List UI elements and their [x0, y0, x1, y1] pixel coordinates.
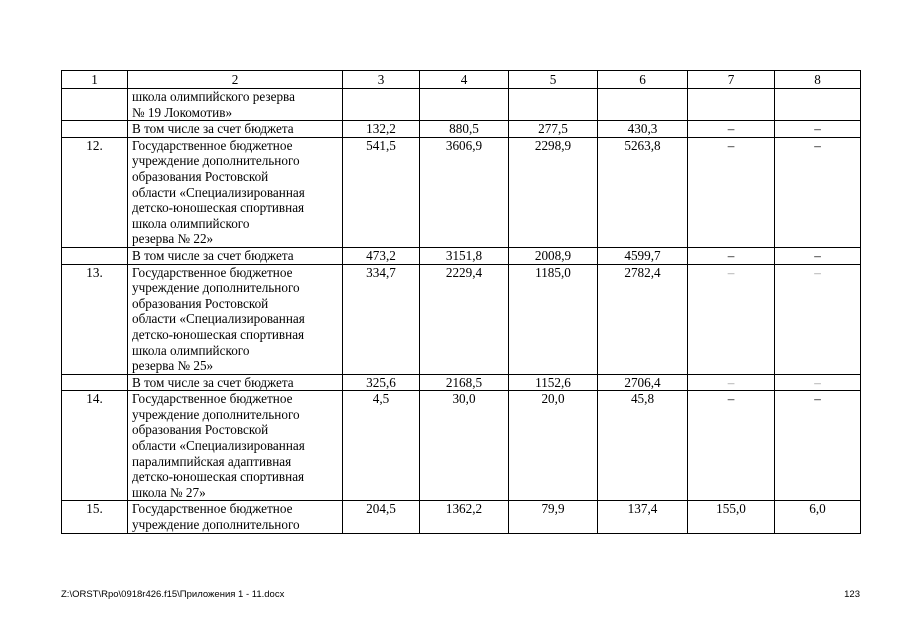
institution-name-line: резерва № 22»	[132, 231, 214, 247]
institution-name-cell	[128, 247, 343, 264]
institution-name-line: резерва № 25»	[132, 358, 214, 374]
header-cell: 7	[688, 71, 775, 89]
value-cell: –	[688, 374, 775, 391]
header-row	[62, 71, 861, 89]
value-cell	[688, 89, 775, 121]
value-cell: 2706,4	[598, 374, 688, 391]
institution-name-line: учреждение дополнительного	[132, 153, 300, 169]
institution-name-cell	[128, 89, 343, 121]
institution-name-line: учреждение дополнительного	[132, 517, 300, 533]
value-cell: –	[688, 137, 775, 247]
value-cell: 79,9	[509, 501, 598, 533]
row-number-cell	[62, 121, 128, 138]
header-cell: 8	[775, 71, 861, 89]
value-cell: 2298,9	[509, 137, 598, 247]
institution-name-line: Государственное бюджетное	[132, 264, 293, 280]
institution-name-line: детско-юношеская спортивная	[132, 200, 305, 216]
value-cell: –	[688, 391, 775, 501]
institution-name-line: детско-юношеская спортивная	[132, 469, 305, 485]
value-cell: 473,2	[343, 247, 420, 264]
value-cell: –	[775, 121, 861, 138]
value-cell: 3606,9	[420, 137, 509, 247]
value-cell: 277,5	[509, 121, 598, 138]
institution-name-line: Государственное бюджетное	[132, 137, 293, 153]
row-number-cell	[62, 89, 128, 121]
header-cell: 5	[509, 71, 598, 89]
row-number-cell: 12.	[62, 137, 128, 247]
value-cell: –	[775, 264, 861, 374]
value-cell: 20,0	[509, 391, 598, 501]
institution-name-line: образования Ростовской	[132, 295, 269, 311]
value-cell: 1152,6	[509, 374, 598, 391]
institution-name-line: учреждение дополнительного	[132, 406, 300, 422]
value-cell	[598, 89, 688, 121]
value-cell: 3151,8	[420, 247, 509, 264]
value-cell: 541,5	[343, 137, 420, 247]
value-cell: –	[688, 121, 775, 138]
appendix-table	[61, 70, 861, 534]
value-cell: 334,7	[343, 264, 420, 374]
institution-name-line: В том числе за счет бюджета	[132, 121, 294, 137]
institution-name-cell	[128, 391, 343, 501]
footer-page-number: 123	[844, 589, 860, 600]
value-cell: –	[688, 247, 775, 264]
value-cell: 325,6	[343, 374, 420, 391]
footer-file-path: Z:\ORST\Rpo\0918r426.f15\Приложения 1 - 11.docx	[61, 589, 285, 600]
value-cell: 4599,7	[598, 247, 688, 264]
institution-name-line: области «Специализированная	[132, 438, 305, 454]
institution-name-line: паралимпийская адаптивная	[132, 453, 292, 469]
table-row	[62, 374, 861, 391]
value-cell: 2168,5	[420, 374, 509, 391]
institution-name-line: области «Специализированная	[132, 311, 305, 327]
institution-name-cell	[128, 374, 343, 391]
table-row	[62, 501, 861, 533]
value-cell: –	[688, 264, 775, 374]
institution-name-cell	[128, 264, 343, 374]
header-cell: 1	[62, 71, 128, 89]
institution-name-line: школа олимпийского	[132, 342, 250, 358]
value-cell: 430,3	[598, 121, 688, 138]
table-row	[62, 121, 861, 138]
value-cell: 1362,2	[420, 501, 509, 533]
institution-name-line: Государственное бюджетное	[132, 391, 293, 407]
institution-name-line: образования Ростовской	[132, 168, 269, 184]
value-cell: 4,5	[343, 391, 420, 501]
value-cell: 6,0	[775, 501, 861, 533]
institution-name-line: № 19 Локомотив»	[132, 104, 233, 120]
value-cell: 45,8	[598, 391, 688, 501]
value-cell: –	[775, 137, 861, 247]
value-cell: 155,0	[688, 501, 775, 533]
institution-name-line: образования Ростовской	[132, 422, 269, 438]
table-row	[62, 391, 861, 501]
value-cell: 880,5	[420, 121, 509, 138]
value-cell	[343, 89, 420, 121]
header-cell: 6	[598, 71, 688, 89]
value-cell: –	[775, 247, 861, 264]
institution-name-line: детско-юношеская спортивная	[132, 326, 305, 342]
institution-name-line: В том числе за счет бюджета	[132, 374, 294, 390]
row-number-cell: 14.	[62, 391, 128, 501]
institution-name-cell	[128, 137, 343, 247]
value-cell: 30,0	[420, 391, 509, 501]
institution-name-line: школа олимпийского	[132, 215, 250, 231]
header-cell: 2	[128, 71, 343, 89]
table-row	[62, 89, 861, 121]
value-cell	[420, 89, 509, 121]
value-cell	[775, 89, 861, 121]
value-cell: 1185,0	[509, 264, 598, 374]
value-cell: 132,2	[343, 121, 420, 138]
institution-name-line: школа олимпийского резерва	[132, 89, 295, 104]
row-number-cell	[62, 374, 128, 391]
value-cell: 2782,4	[598, 264, 688, 374]
row-number-cell	[62, 247, 128, 264]
value-cell: 2229,4	[420, 264, 509, 374]
institution-name-line: В том числе за счет бюджета	[132, 247, 294, 263]
table-body	[62, 71, 861, 534]
value-cell: 5263,8	[598, 137, 688, 247]
header-cell: 3	[343, 71, 420, 89]
row-number-cell: 15.	[62, 501, 128, 533]
header-cell: 4	[420, 71, 509, 89]
institution-name-line: области «Специализированная	[132, 184, 305, 200]
table-row	[62, 247, 861, 264]
value-cell: –	[775, 374, 861, 391]
value-cell: 204,5	[343, 501, 420, 533]
institution-name-line: школа № 27»	[132, 484, 206, 500]
row-number-cell: 13.	[62, 264, 128, 374]
value-cell: 137,4	[598, 501, 688, 533]
table-row	[62, 264, 861, 374]
institution-name-cell	[128, 501, 343, 533]
institution-name-cell	[128, 121, 343, 138]
institution-name-line: Государственное бюджетное	[132, 501, 293, 517]
value-cell: –	[775, 391, 861, 501]
table-row	[62, 137, 861, 247]
institution-name-line: учреждение дополнительного	[132, 280, 300, 296]
value-cell: 2008,9	[509, 247, 598, 264]
value-cell	[509, 89, 598, 121]
